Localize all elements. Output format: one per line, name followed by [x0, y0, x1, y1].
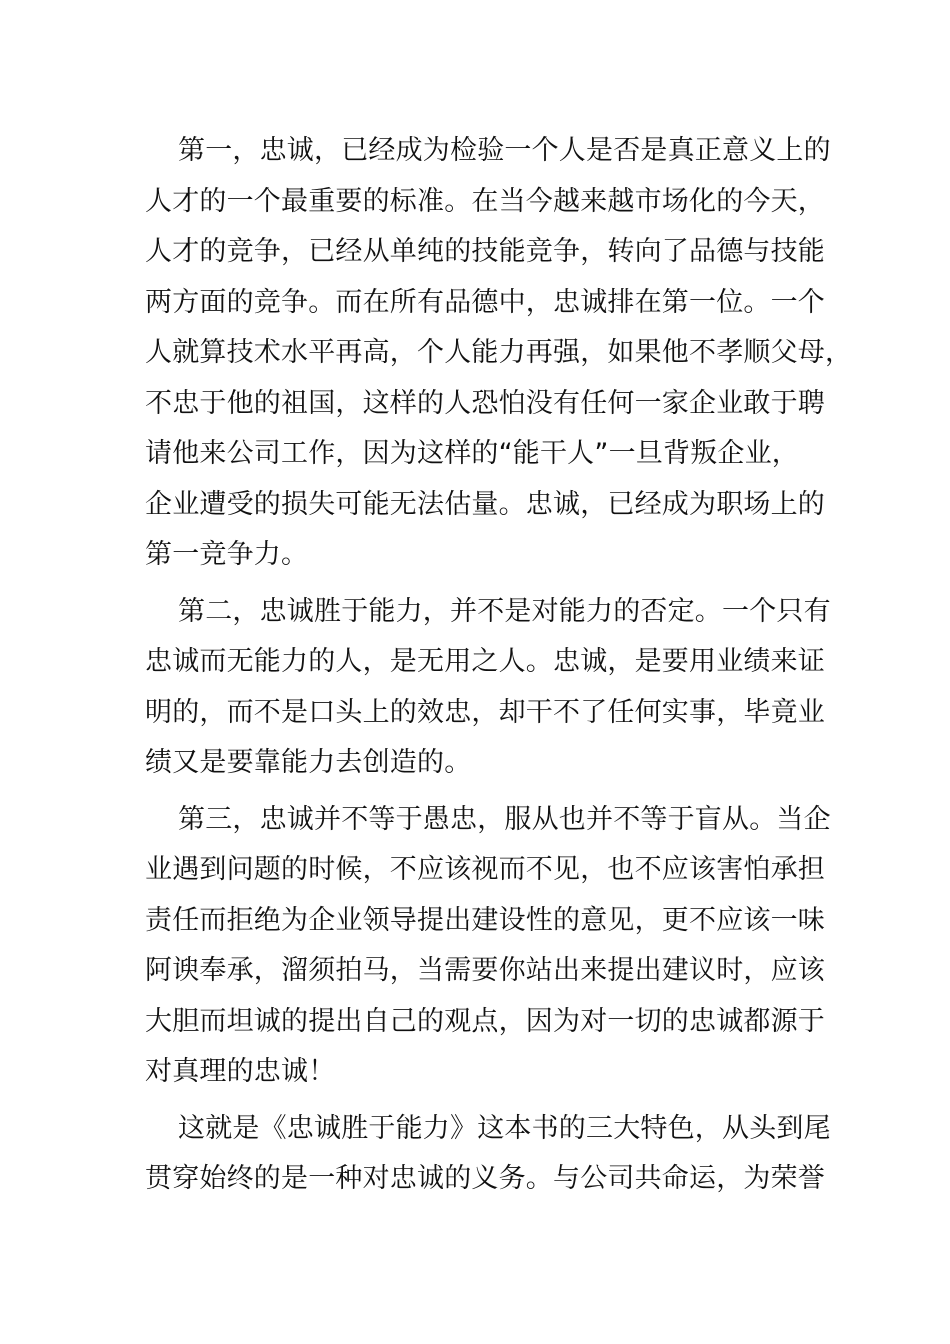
text-line: 忠诚而无能力的人，是无用之人。忠诚，是要用业绩来证: [145, 646, 825, 677]
text-line: 阿谀奉承，溜须拍马，当需要你站出来提出建议时，应该: [145, 955, 825, 986]
text-line: 业遇到问题的时候，不应该视而不见，也不应该害怕承担: [145, 854, 825, 885]
text-line: 明的，而不是口头上的效忠，却干不了任何实事，毕竟业: [145, 696, 825, 728]
text-line: 大胆而坦诚的提出自己的观点，因为对一切的忠诚都源于: [145, 1005, 825, 1037]
text-line: 这就是《忠诚胜于能力》这本书的三大特色，从头到尾: [178, 1112, 831, 1144]
paragraph-3: [145, 795, 831, 1098]
document-body: [145, 126, 853, 1211]
text-line: 请他来公司工作，因为这样的“能干人”一旦背叛企业，: [145, 438, 799, 469]
text-line: 人就算技术水平再高，个人能力再强，如果他不孝顺父母，: [145, 337, 853, 368]
text-line: 第一，忠诚，已经成为检验一个人是否是真正意义上的: [178, 135, 831, 166]
text-line: 绩又是要靠能力去创造的。: [145, 747, 472, 778]
paragraph-4: [145, 1104, 831, 1205]
text-line: 不忠于他的祖国，这样的人恐怕没有任何一家企业敢于聘: [145, 387, 825, 419]
text-line: 人才的竞争，已经从单纯的技能竞争，转向了品德与技能: [145, 236, 825, 267]
text-line: 责任而拒绝为企业领导提出建设性的意见，更不应该一味: [145, 904, 825, 936]
paragraph-1: [145, 126, 853, 581]
paragraph-2: [145, 587, 831, 789]
text-line: 第二，忠诚胜于能力，并不是对能力的否定。一个只有: [178, 595, 831, 627]
text-line: 对真理的忠诚！: [145, 1056, 336, 1087]
text-line: 第一竞争力。: [145, 539, 309, 570]
text-line: 人才的一个最重要的标准。在当今越来越市场化的今天，: [145, 185, 825, 217]
text-line: 贯穿始终的是一种对忠诚的义务。与公司共命运，为荣誉: [145, 1163, 825, 1194]
text-line: 第三，忠诚并不等于愚忠，服从也并不等于盲从。当企: [178, 803, 831, 835]
text-line: 两方面的竞争。而在所有品德中，忠诚排在第一位。一个: [145, 286, 825, 318]
text-line: 企业遭受的损失可能无法估量。忠诚，已经成为职场上的: [145, 488, 825, 520]
